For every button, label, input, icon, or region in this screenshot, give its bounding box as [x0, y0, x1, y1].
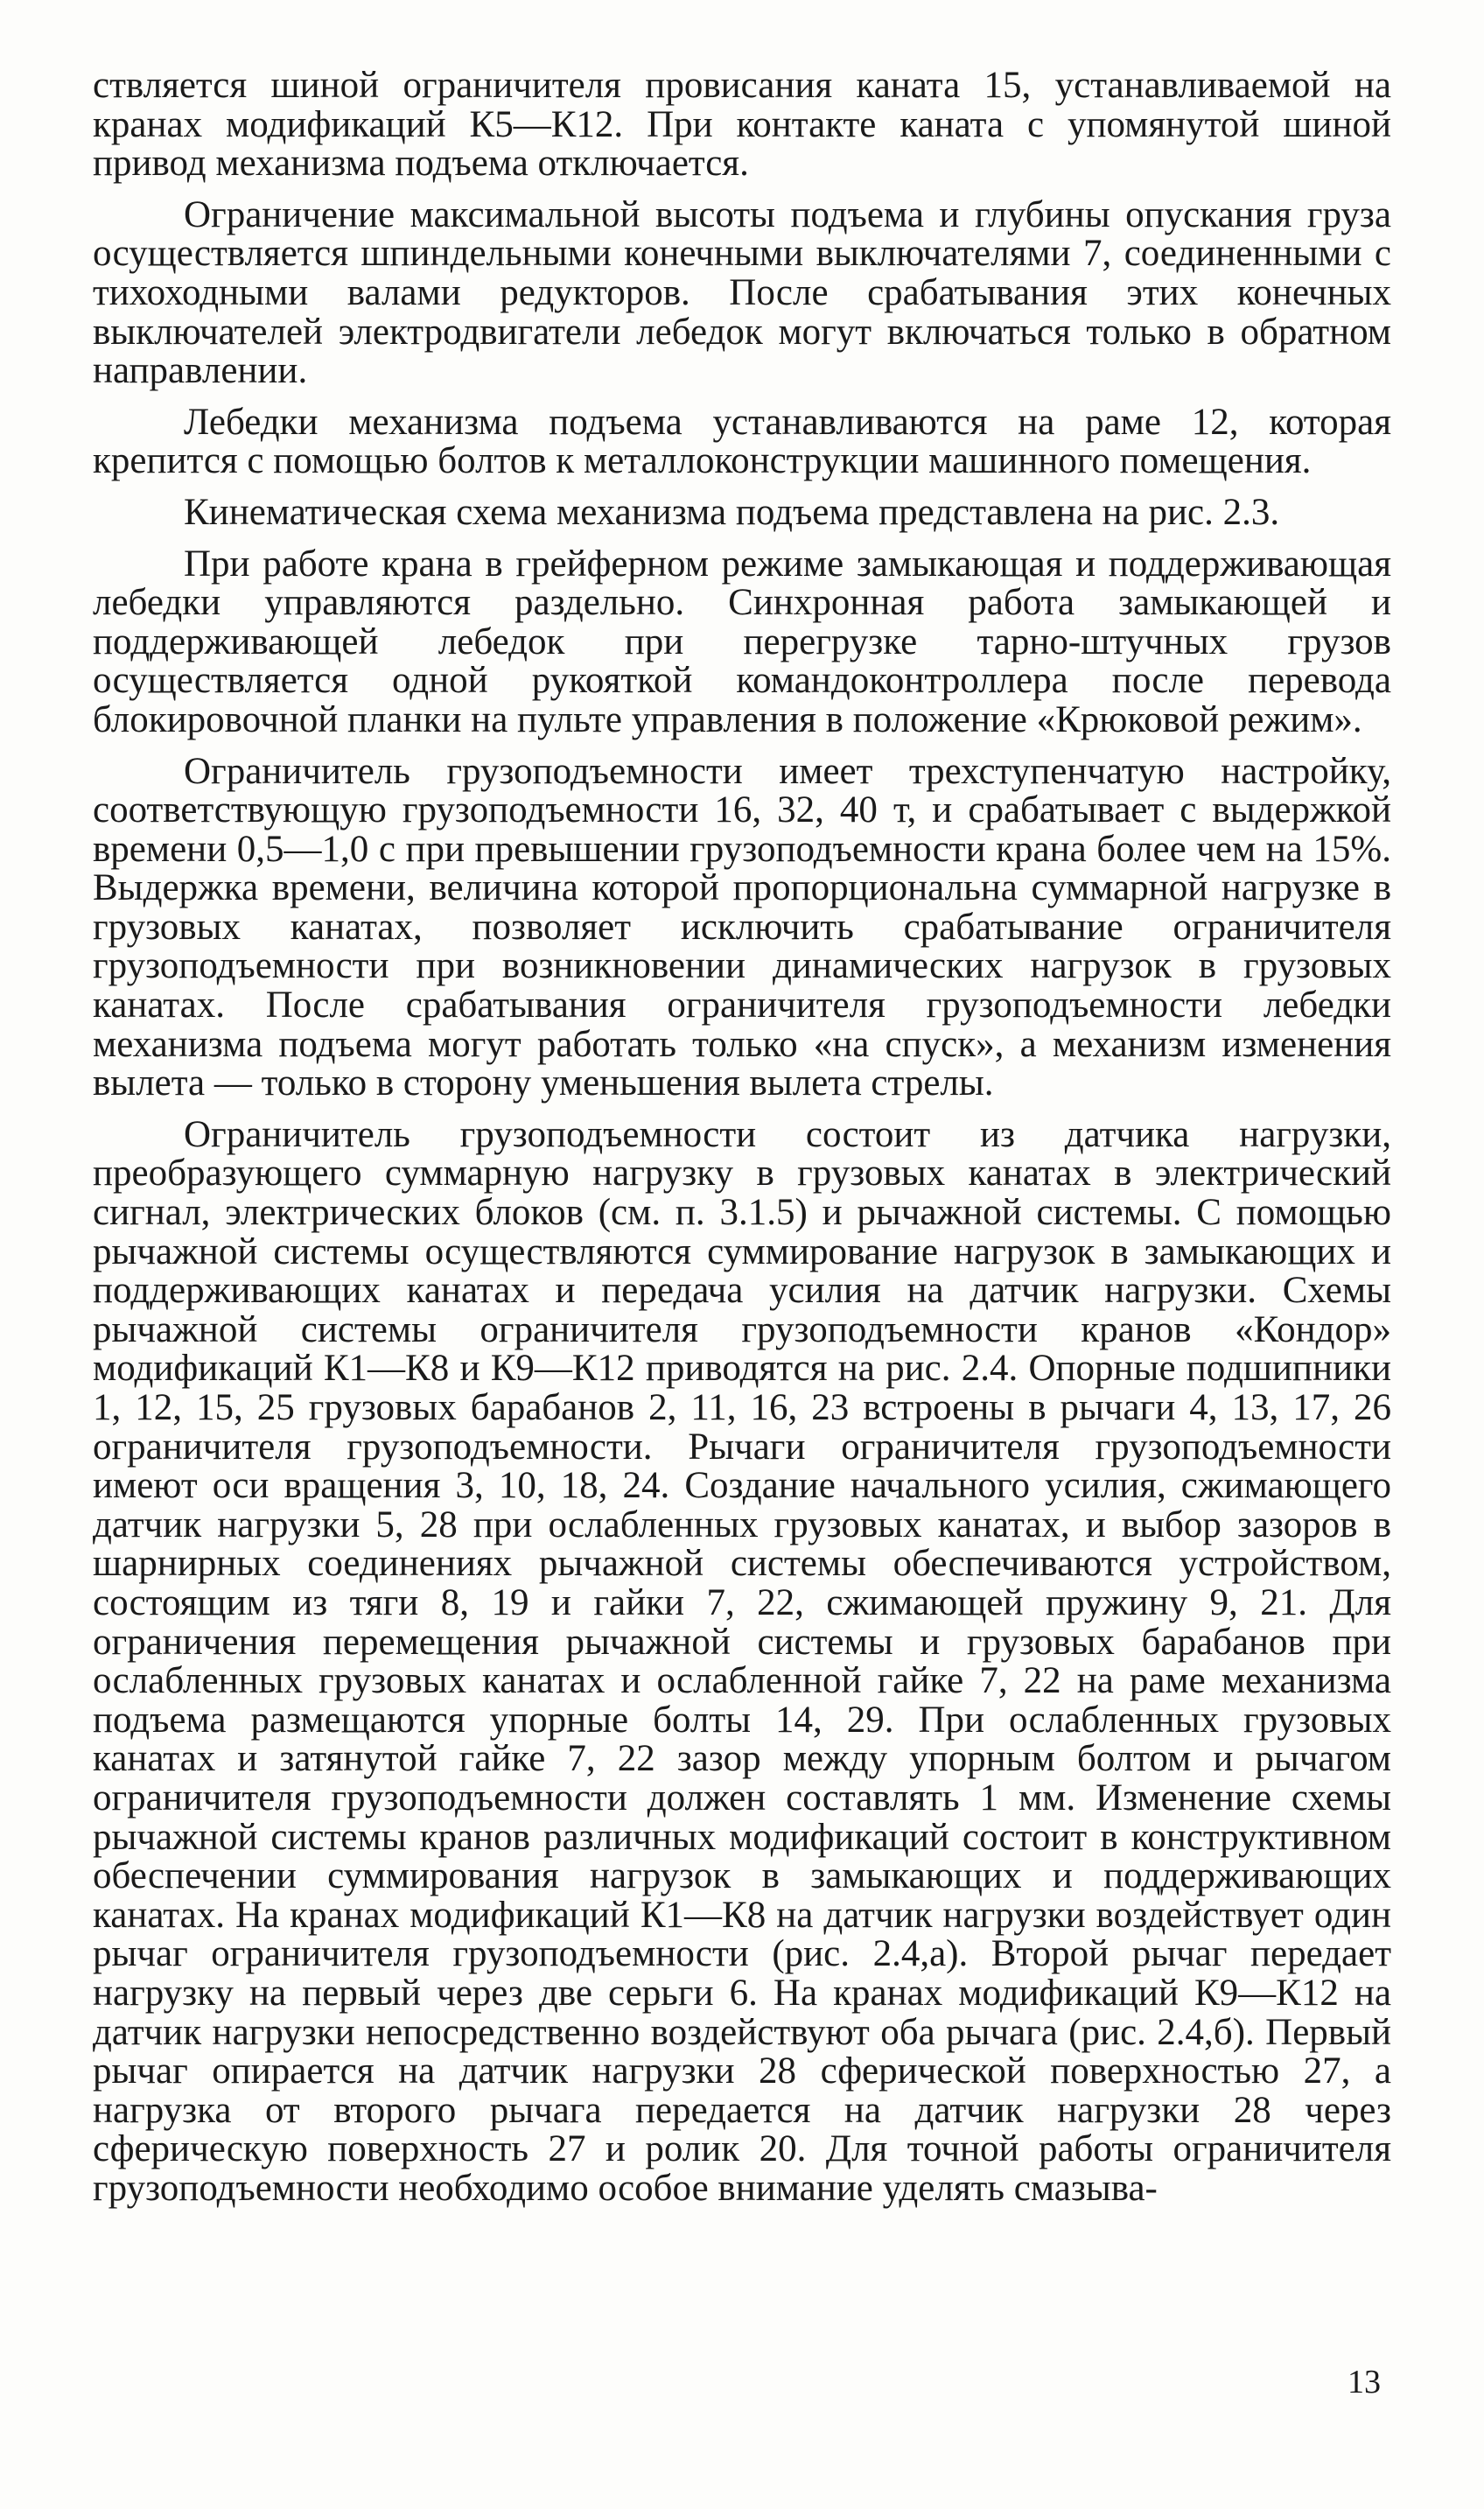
paragraph-1: ствляется шиной ограничителя провисания каната 15, устанавливаемой на кранах модификаций К5—К12. При контакте каната с упомянутой шиной привод механизма подъема отключается.	[93, 65, 1391, 185]
paragraph-3: Лебедки механизма подъема устанавливаются на раме 12, которая крепится с помощью болтов к металлоконструкции машинного помещения.	[93, 401, 1391, 482]
page-number: 13	[1348, 2364, 1381, 2400]
paragraph-5: При работе крана в грейферном режиме замыкающая и поддерживающая лебедки управляются раздельно. Синхронная работа замыкающей и поддерживающей лебедок при перегрузке тарно-штучных грузов осуществляется одной рукояткой командоконтроллера после перевода блокировочной планки на пульте управления в положение «Крюковой режим».	[93, 543, 1391, 740]
body-text	[93, 67, 1391, 2220]
paragraph-6: Ограничитель грузоподъемности имеет трехступенчатую настройку, соответствующую грузоподъемности 16, 32, 40 т, и срабатывает с выдержкой времени 0,5—1,0 с при превышении грузоподъемности крана более чем на 15%. Выдержка времени, величина которой пропорциональна суммарной нагрузке в грузовых канатах, позволяет исключить срабатывание ограничителя грузоподъемности при возникновении динамических нагрузок в грузовых канатах. После срабатывания ограничителя грузоподъемности лебедки механизма подъема могут работать только «на спуск», а механизм изменения вылета — только в сторону уменьшения вылета стрелы.	[93, 750, 1391, 1104]
paragraph-7: Ограничитель грузоподъемности состоит из датчика нагрузки, преобразующего суммарную нагрузку в грузовых канатах в электрический сигнал, электрических блоков (см. п. 3.1.5) и рычажной системы. С помощью рычажной системы осуществляются суммирование нагрузок в замыкающих и поддерживающих канатах и передача усилия на датчик нагрузки. Схемы рычажной системы ограничителя грузоподъемности кранов «Кондор» модификаций К1—К8 и К9—К12 приводятся на рис. 2.4. Опорные подшипники 1, 12, 15, 25 грузовых барабанов 2, 11, 16, 23 встроены в рычаги 4, 13, 17, 26 ограничителя грузоподъемности. Рычаги ограничителя грузоподъемности имеют оси вращения 3, 10, 18, 24. Создание начального усилия, сжимающего датчик нагрузки 5, 28 при ослабленных грузовых канатах, и выбор зазоров в шарнирных соединениях рычажной системы обеспечиваются устройством, состоящим из тяги 8, 19 и гайки 7, 22, сжимающей пружину 9, 21. Для ограничения перемещения рычажной системы и грузовых барабанов при ослабленных грузовых канатах и ослабленной гайке 7, 22 на раме механизма подъема размещаются упорные болты 14, 29. При ослабленных грузовых канатах и затянутой гайке 7, 22 зазор между упорным болтом и рычагом ограничителя грузоподъемности должен составлять 1 мм. Изменение схемы рычажной системы кранов различных модификаций состоит в конструктивном обеспечении суммирования нагрузок в замыкающих и поддерживающих канатах. На кранах модификаций К1—К8 на датчик нагрузки воздействует один рычаг ограничителя грузоподъемности (рис. 2.4,а). Второй рычаг передает нагрузку на первый через две серьги 6. На кранах модификаций К9—К12 на датчик нагрузки непосредственно воздействуют оба рычага (рис. 2.4,б). Первый рычаг опирается на датчик нагрузки 28 сферической поверхностью 27, а нагрузка от второго рычага передается на датчик нагрузки 28 через сферическую поверхность 27 и ролик 20. Для точной работы ограничителя грузоподъемности необходимо особое внимание уделять смазыва-	[93, 1113, 1391, 2209]
paragraph-4: Кинематическая схема механизма подъема представлена на рис. 2.3.	[184, 491, 1280, 533]
paragraph-2: Ограничение максимальной высоты подъема и глубины опускания груза осуществляется шпиндельными конечными выключателями 7, соединенными с тихоходными валами редукторов. После срабатывания этих конечных выключателей электродвигатели лебедок могут включаться только в обратном направлении.	[93, 193, 1391, 392]
